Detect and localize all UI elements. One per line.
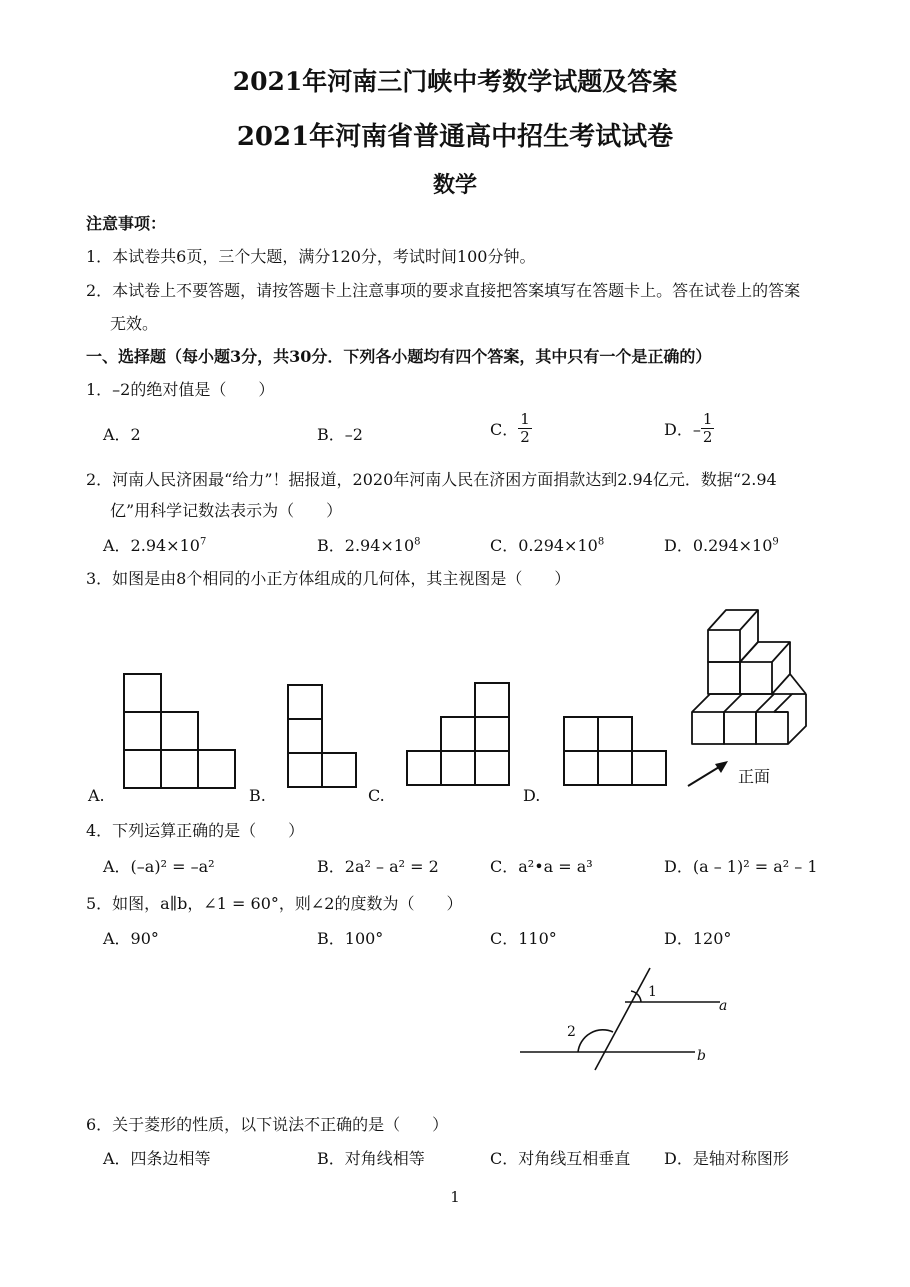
q3-figure-c bbox=[404, 678, 516, 790]
q1-option-d bbox=[664, 411, 714, 446]
q1-option-c-fraction bbox=[518, 411, 532, 446]
q6-option-b: B．对角线相等 bbox=[317, 1149, 425, 1168]
q4-option-c: C．a²•a = a³ bbox=[490, 857, 593, 876]
q6-option-c: C．对角线互相垂直 bbox=[490, 1149, 631, 1168]
page-number: 1 bbox=[450, 1188, 460, 1206]
q1-c-numerator: 1 bbox=[520, 410, 530, 428]
q5-angle-2-label: 2 bbox=[567, 1024, 576, 1040]
q3-option-b-label: B. bbox=[249, 786, 266, 805]
q2-d-exponent: 9 bbox=[772, 536, 779, 548]
q3-figure-a bbox=[118, 670, 243, 794]
q5-stem: 5．如图，a∥b，∠1 = 60°，则∠2的度数为（ ） bbox=[86, 894, 463, 913]
front-direction-arrow-icon bbox=[684, 756, 734, 790]
q1-option-d-label: D．– bbox=[664, 420, 701, 439]
q5-option-c: C．110° bbox=[490, 929, 557, 948]
q6-option-d: D．是轴对称图形 bbox=[664, 1149, 789, 1168]
q2-option-b bbox=[317, 533, 421, 556]
q1-c-denominator: 2 bbox=[520, 428, 530, 446]
q2-c-exponent: 8 bbox=[597, 536, 605, 548]
q5-line-b-label: b bbox=[697, 1048, 706, 1064]
q2-a-exponent: 7 bbox=[199, 536, 207, 548]
front-view-label: 正面 bbox=[738, 767, 771, 786]
q3-solid-figure bbox=[686, 600, 810, 750]
q1-stem: 1．–2的绝对值是（ ） bbox=[86, 380, 275, 399]
q1-option-c-label: C． bbox=[490, 420, 519, 439]
q2-c-base: C．0.294×10 bbox=[490, 536, 598, 555]
main-title: 2021年河南三门峡中考数学试题及答案 bbox=[232, 67, 678, 96]
q1-d-numerator: 1 bbox=[702, 410, 713, 428]
exam-title: 2021年河南省普通高中招生考试试卷 bbox=[236, 122, 674, 152]
q2-b-base: B．2.94×10 bbox=[317, 536, 415, 555]
notes-heading: 注意事项： bbox=[86, 214, 167, 233]
q2-option-c bbox=[490, 533, 604, 556]
subject-title: 数学 bbox=[432, 172, 477, 198]
note-item-1: 1．本试卷共6页，三个大题，满分120分，考试时间100分钟。 bbox=[86, 247, 536, 266]
q1-option-b: B．–2 bbox=[317, 425, 363, 444]
q2-option-d bbox=[664, 533, 779, 556]
q6-stem: 6．关于菱形的性质，以下说法不正确的是（ ） bbox=[86, 1115, 449, 1134]
q5-option-a: A．90° bbox=[103, 929, 159, 948]
section-heading: 一、选择题（每小题3分，共30分．下列各小题均有四个答案，其中只有一个是正确的） bbox=[86, 347, 712, 366]
q1-option-a: A．2 bbox=[103, 425, 141, 444]
q4-option-d: D．(a – 1)² = a² – 1 bbox=[664, 857, 818, 876]
q4-option-b: B．2a² – a² = 2 bbox=[317, 857, 439, 876]
q5-option-d: D．120° bbox=[664, 929, 732, 948]
q5-angle-1-label: 1 bbox=[648, 984, 657, 1000]
q2-stem-line-1: 2．河南人民济困最“给力”！据报道，2020年河南人民在济困方面捐款达到2.94亿元．数据“2.94 bbox=[86, 470, 777, 489]
q3-stem: 3．如图是由8个相同的小正方体组成的几何体，其主视图是（ ） bbox=[86, 569, 571, 588]
q2-b-exponent: 8 bbox=[414, 536, 421, 548]
q1-option-d-fraction bbox=[701, 411, 715, 446]
q3-figure-b bbox=[283, 680, 363, 790]
q1-option-c bbox=[490, 411, 532, 446]
q3-figure-d bbox=[560, 712, 672, 790]
q3-option-c-label: C. bbox=[368, 786, 385, 805]
q5-line-a-label: a bbox=[719, 998, 728, 1014]
q2-stem-line-2: 亿”用科学记数法表示为（ ） bbox=[110, 501, 343, 520]
note-item-2-line-2: 无效。 bbox=[110, 314, 159, 333]
q2-a-base: A．2.94×10 bbox=[103, 536, 200, 555]
q5-parallel-lines-diagram bbox=[515, 962, 745, 1072]
q2-d-base: D．0.294×10 bbox=[664, 536, 773, 555]
q2-option-a bbox=[103, 533, 206, 556]
q3-option-a-label: A. bbox=[88, 786, 105, 805]
q4-option-a: A．(–a)² = –a² bbox=[103, 857, 215, 876]
q1-d-denominator: 2 bbox=[702, 428, 713, 446]
q5-option-b: B．100° bbox=[317, 929, 384, 948]
q6-option-a: A．四条边相等 bbox=[103, 1149, 211, 1168]
q3-option-d-label: D. bbox=[523, 786, 541, 805]
q4-stem: 4．下列运算正确的是（ ） bbox=[86, 821, 305, 840]
note-item-2-line-1: 2．本试卷上不要答题，请按答题卡上注意事项的要求直接把答案填写在答题卡上。答在试卷上的答案 bbox=[86, 281, 801, 300]
